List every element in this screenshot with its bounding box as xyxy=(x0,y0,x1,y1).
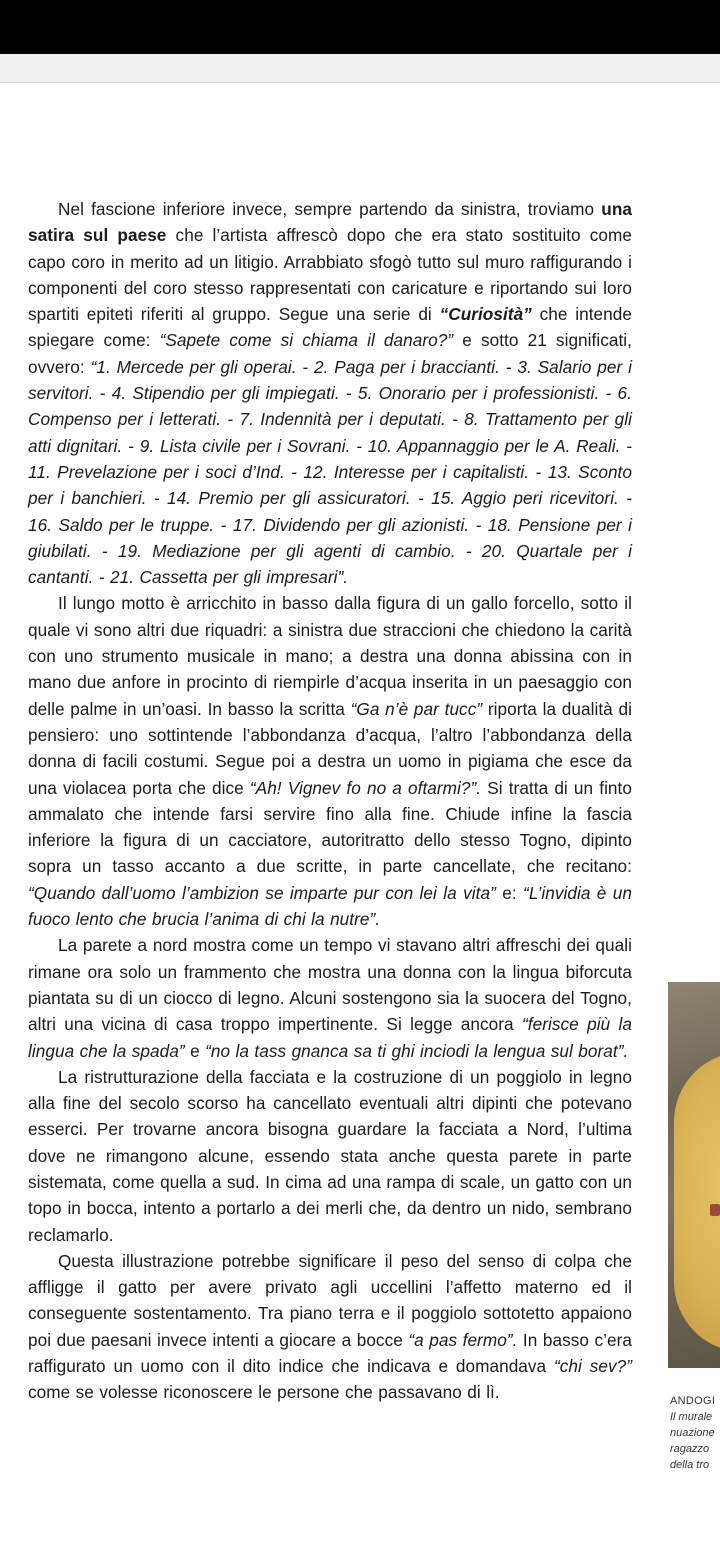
paragraph-5 xyxy=(28,1248,632,1406)
p2-run-7: “L’invidia è un fuoco lento che brucia l’anima di chi la nutre”. xyxy=(28,882,632,930)
p1-run-1: una satira sul paese xyxy=(28,199,632,246)
p3-run-1: “ferisce più la lingua che la spada” xyxy=(28,1014,632,1061)
caption-line-1: ANDOGI xyxy=(670,1395,716,1407)
caption-line-4: ragazzo xyxy=(670,1443,710,1455)
p2-run-4: Si tratta di un finto ammalato che intende farsi servire fino alla fine. Chiude infine la fascia inferiore la figura di un cacciatore, autoritratto dello stesso Togno, dipinto sopra un tasso accanto a due scritte, in parte cancellate, che recitano: xyxy=(28,777,632,877)
p2-run-5: “Quando dall’uomo l’ambizion se imparte pur con lei la vita” xyxy=(28,882,496,903)
p5-run-2: In basso c’era raffigurato un uomo con il dito indice che indicava e domandava xyxy=(28,1329,632,1377)
p3-run-0: La parete a nord mostra come un tempo vi stavano altri affreschi dei quali rimane ora solo un frammento che mostra una donna con la lingua biforcuta piantata su di un ciocco di legno. Alcuni sostengono sia la suocera del Togno, altri una vicina di casa troppo impertinente. Si legge ancora xyxy=(28,935,632,1035)
p2-run-3: “Ah! Vignev fo no a oftarmi?”. xyxy=(249,777,482,798)
article-body xyxy=(28,196,632,1406)
paragraph-2 xyxy=(28,590,632,932)
p4-run-0: La ristrutturazione della facciata e la costruzione di un poggiolo in legno alla fine del secolo scorso ha cancellato eventuali altri dipinti che potevano esserci. Per trovarne ancora bisogna guardare la facciata a Nord, l’ultima dove ne rimangono alcune, essendo stata anche questa parete in parte sistemata, come quella a sud. In cima ad una rampa di scale, un gatto con un topo in bocca, intento a portarlo a dei merli che, da dentro un nido, sembrano reclamarlo. xyxy=(28,1066,632,1245)
p1-run-0: Nel fascione inferiore invece, sempre partendo da sinistra, troviamo xyxy=(58,199,602,219)
caption-line-3: nuazione xyxy=(670,1427,715,1439)
p2-run-6: e: xyxy=(495,882,524,903)
paragraph-3 xyxy=(28,932,632,1063)
photo-ochre-shape xyxy=(674,1052,720,1352)
paragraph-1 xyxy=(28,196,632,590)
p1-run-3: “Curiosità” xyxy=(439,304,532,325)
p5-run-1: “a pas fermo”. xyxy=(408,1329,518,1350)
p1-run-7: “1. Mercede per gli operai. - 2. Paga per i braccianti. - 3. Salario per i servitori. - 4. Stipendio per gli impiegati. - 5. Onorario per i professionisti. - 6. Compenso per i letterati. - 7. Indennità per i deputati. - 8. Trattamento per gli atti dignitari. - 9. Lista civile per i Sovrani. - 10. Appannaggio per le A. Reali. - 11. Prevelazione per i soci d’Ind. - 12. Interesse per i capitalisti. - 13. Sconto per i banchieri. - 14. Premio per gli assicuratori. - 15. Aggio peri ricevitori. - 16. Saldo per le truppe. - 17. Dividendo per gli azionisti. - 18. Pensione per i giubilati. - 19. Mediazione per gli agenti di cambio. - 20. Quartale per i cantanti. - 21. Cassetta per gli impresari”. xyxy=(28,356,633,588)
photo-red-mark xyxy=(710,1204,720,1216)
mural-photo xyxy=(668,982,720,1368)
paragraph-4 xyxy=(28,1064,632,1248)
p3-run-3: “no la tass gnanca sa ti ghi inciodi la lengua sul borat”. xyxy=(205,1040,629,1061)
caption-line-2: Il murale xyxy=(670,1411,713,1423)
p1-run-2: che l’artista affrescò dopo che era stato sostituito come capo coro in merito ad un litigio. Arrabbiato sfogò tutto sul muro raffigurando i componenti del coro stesso rappresentati con caricature e riportando sui loro spartiti epiteti riferiti al gruppo. Segue una serie di xyxy=(28,225,633,325)
top-status-bar xyxy=(0,0,720,54)
p2-run-2: riporta la dualità di pensiero: uno sottintende l’abbondanza d’acqua, l’altro l’abbondanza della donna di facili costumi. Segue poi a destra un uomo in pigiama che esce da una violacea porta che dice xyxy=(28,698,632,798)
p2-run-0: Il lungo motto è arricchito in basso dalla figura di un gallo forcello, sotto il quale vi sono altri due riquadri: a sinistra due straccioni che chiedono la carità con uno strumento musicale in mano; a destra una donna abissina con in mano due anfore in procinto di riempirle d’acqua inserita in un paesaggio con delle palme in un’oasi. In basso la scritta xyxy=(28,593,632,719)
p5-run-4: come se volesse riconoscere le persone che passavano di lì. xyxy=(28,1382,500,1403)
p1-run-4: che intende spiegare come: xyxy=(28,304,632,351)
caption-line-5: della tro xyxy=(670,1459,710,1471)
p5-run-0: Questa illustrazione potrebbe significare il peso del senso di colpa che affligge il gatto per avere privato agli uccellini l’affetto materno ed il conseguente sostentamento. Tra piano terra e il poggiolo sottotetto appaiono poi due paesani invece intenti a giocare a bocce xyxy=(28,1250,632,1350)
p1-run-6: e sotto 21 significati, ovvero: xyxy=(28,330,632,377)
p5-run-3: “chi sev?” xyxy=(554,1356,632,1377)
photo-caption xyxy=(670,1393,720,1473)
viewer-toolbar xyxy=(0,54,720,83)
p1-run-5: “Sapete come si chiama il danaro?” xyxy=(159,330,454,351)
p3-run-2: e xyxy=(184,1040,206,1061)
p2-run-1: “Ga n’è par tucc” xyxy=(350,698,483,719)
